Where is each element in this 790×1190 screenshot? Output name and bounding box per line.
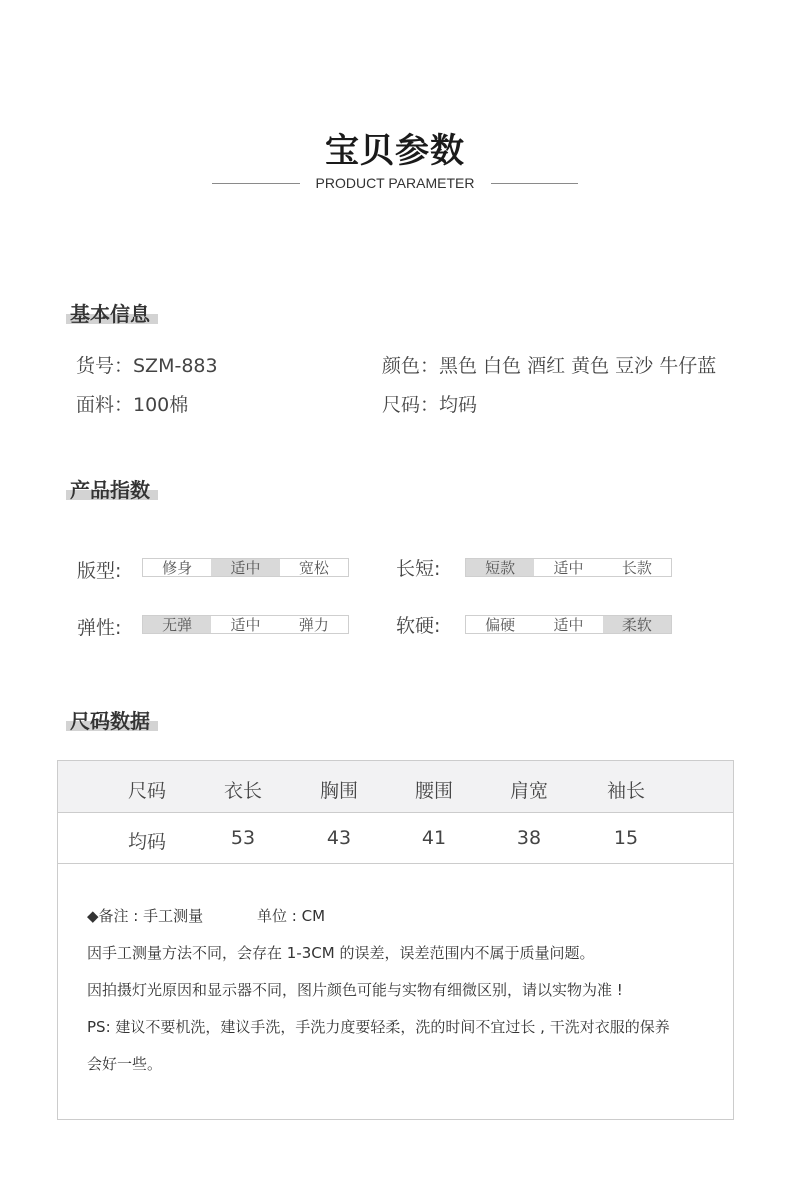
table-header-cell: 腰围 [414,780,453,802]
scale-option: 长款 [621,559,652,577]
note-line-4: 会好一些。 [87,1055,163,1073]
elasticity-label: 弹性: [77,617,122,639]
info-fabric: 面料：100棉 [76,394,189,416]
note-remark: ◆备注 : 手工测量 [87,907,204,925]
page-title: 宝贝参数 [325,131,465,171]
table-cell: 38 [516,827,542,849]
scale-option: 修身 [162,559,193,577]
table-cell: 43 [326,827,352,849]
scale-option: 宽松 [298,559,329,577]
table-header-cell: 肩宽 [509,780,548,802]
table-row [58,813,733,864]
scale-option: 适中 [553,559,584,577]
table-header [58,761,733,813]
section-title: 产品指数 [70,478,150,502]
note-line-1: 因手工测量方法不同，会存在 1-3CM 的误差，误差范围内不属于质量问题。 [87,944,595,962]
note-unit: 单位 : CM [257,907,326,925]
scale-option: 适中 [553,616,584,634]
elasticity-scale [142,615,349,634]
section-title: 基本信息 [70,302,150,326]
softness-scale [465,615,672,634]
scale-option: 柔软 [603,616,671,633]
table-header-cell: 胸围 [319,780,358,802]
table-cell: 15 [613,827,639,849]
scale-option: 弹力 [298,616,329,634]
info-size: 尺码：均码 [382,394,478,416]
table-cell: 均码 [127,831,166,853]
note-line-3: PS: 建议不要机洗，建议手洗，手洗力度要轻柔，洗的时间不宜过长 , 干洗对衣服的保养 [87,1018,670,1036]
table-header-cell: 衣长 [223,780,262,802]
subtitle-right-line [491,183,578,184]
scale-option: 偏硬 [485,616,516,634]
scale-option: 适中 [230,616,261,634]
table-cell: 53 [230,827,256,849]
scale-option: 适中 [211,559,279,576]
length-scale [465,558,672,577]
section-title: 尺码数据 [70,709,150,733]
fit-label: 版型: [77,560,122,582]
info-item-no: 货号：SZM-883 [76,355,218,377]
length-label: 长短: [396,558,441,580]
scale-option: 无弹 [143,616,211,633]
page-subtitle: PRODUCT PARAMETER [315,175,475,191]
table-cell: 41 [421,827,447,849]
scale-option: 短款 [466,559,534,576]
info-colors: 颜色：黑色 白色 酒红 黄色 豆沙 牛仔蓝 [382,355,717,377]
table-header-cell: 袖长 [606,780,645,802]
table-header-cell: 尺码 [127,780,166,802]
softness-label: 软硬: [396,615,441,637]
fit-scale [142,558,349,577]
note-line-2: 因拍摄灯光原因和显示器不同，图片颜色可能与实物有细微区别，请以实物为准 ! [87,981,623,999]
